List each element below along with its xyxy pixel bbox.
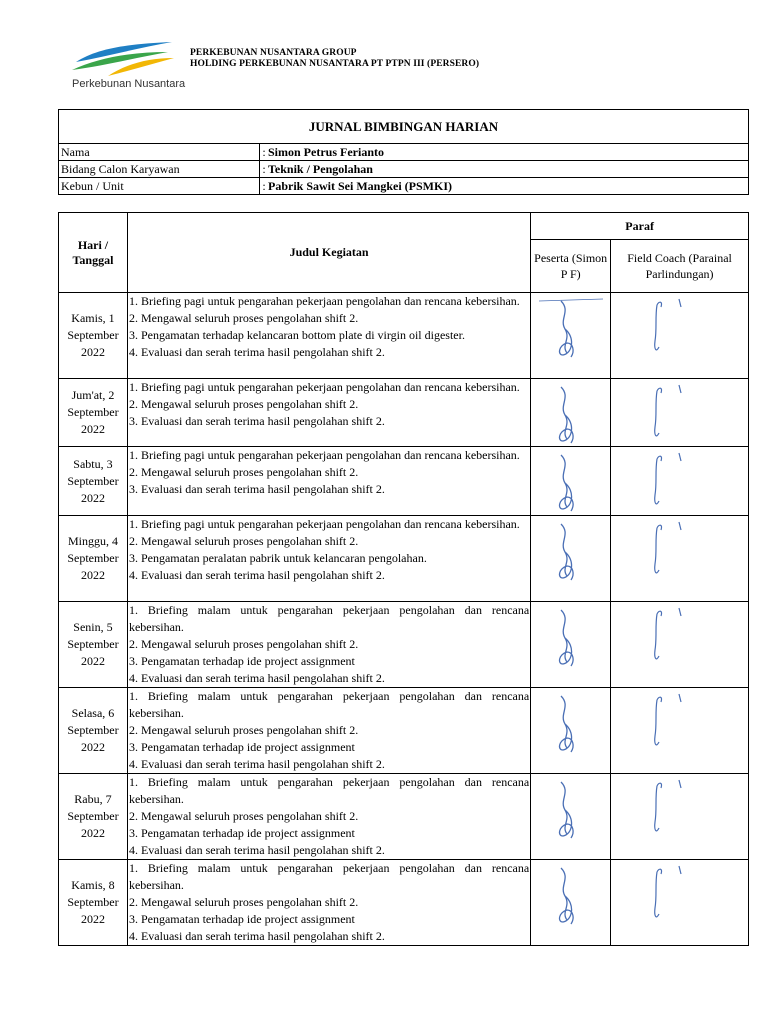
activity-item: 1. Briefing malam untuk pengarahan pekerjaan pengolahan dan rencana kebersihan. (128, 775, 530, 806)
peserta-signature-cell (531, 516, 611, 602)
col-judul-header: Judul Kegiatan (127, 213, 530, 293)
activity-item: 2. Mengawal seluruh proses pengolahan shift 2. (128, 809, 359, 823)
col-paraf-header: Paraf (531, 213, 749, 240)
activity-cell (127, 379, 530, 447)
day-cell: Senin, 5 September 2022 (59, 602, 128, 688)
peserta-signature-cell (531, 379, 611, 447)
activity-item: 4. Evaluasi dan serah terima hasil pengolahan shift 2. (128, 843, 385, 857)
peserta-signature-cell (531, 293, 611, 379)
company-header (190, 48, 479, 70)
day-cell: Minggu, 4 September 2022 (59, 516, 128, 602)
activity-item: 3. Evaluasi dan serah terima hasil pengolahan shift 2. (128, 482, 385, 496)
peserta-signature-icon (531, 860, 610, 940)
activity-item: 4. Evaluasi dan serah terima hasil pengolahan shift 2. (128, 671, 385, 685)
activity-cell (127, 447, 530, 516)
activity-item: 1. Briefing malam untuk pengarahan pekerjaan pengolahan dan rencana kebersihan. (128, 689, 530, 720)
peserta-signature-cell (531, 602, 611, 688)
coach-signature-cell (611, 379, 749, 447)
day-cell: Kamis, 1 September 2022 (59, 293, 128, 379)
table-row (59, 379, 749, 447)
coach-signature-icon (611, 293, 748, 373)
col-day-header: Hari / Tanggal (59, 213, 128, 293)
activity-item: 4. Evaluasi dan serah terima hasil pengolahan shift 2. (128, 568, 385, 582)
field-label: Bidang Calon Karyawan (59, 161, 260, 178)
activity-item: 4. Evaluasi dan serah terima hasil pengolahan shift 2. (128, 345, 385, 359)
activity-item: 3. Pengamatan terhadap ide project assignment (128, 826, 355, 840)
coach-signature-icon (611, 688, 748, 768)
activity-item: 2. Mengawal seluruh proses pengolahan shift 2. (128, 895, 359, 909)
peserta-signature-icon (531, 602, 610, 682)
peserta-signature-icon (531, 688, 610, 768)
activity-item: 4. Evaluasi dan serah terima hasil pengolahan shift 2. (128, 757, 385, 771)
table-row (59, 688, 749, 774)
peserta-signature-icon (531, 516, 610, 596)
coach-signature-cell (611, 447, 749, 516)
activity-item: 3. Pengamatan peralatan pabrik untuk kelancaran pengolahan. (128, 551, 427, 565)
activity-item: 1. Briefing pagi untuk pengarahan pekerjaan pengolahan dan rencana kebersihan. (128, 448, 520, 462)
peserta-signature-cell (531, 688, 611, 774)
unit-value: : Pabrik Sawit Sei Mangkei (PSMKI) (260, 178, 749, 195)
peserta-signature-cell (531, 447, 611, 516)
activity-item: 1. Briefing malam untuk pengarahan pekerjaan pengolahan dan rencana kebersihan. (128, 603, 530, 634)
peserta-signature-cell (531, 860, 611, 946)
day-cell: Jum'at, 2 September 2022 (59, 379, 128, 447)
coach-signature-icon (611, 516, 748, 596)
logo-text: Perkebunan Nusantara (72, 78, 186, 90)
peserta-signature-icon (531, 774, 610, 854)
table-row (59, 516, 749, 602)
activity-item: 1. Briefing pagi untuk pengarahan pekerjaan pengolahan dan rencana kebersihan. (128, 380, 520, 394)
day-cell: Kamis, 8 September 2022 (59, 860, 128, 946)
company-logo (68, 36, 188, 96)
coach-signature-cell (611, 293, 749, 379)
coach-signature-icon (611, 602, 748, 682)
peserta-signature-icon (531, 293, 610, 373)
coach-signature-cell (611, 860, 749, 946)
coach-signature-cell (611, 688, 749, 774)
activity-item: 1. Briefing pagi untuk pengarahan pekerjaan pengolahan dan rencana kebersihan. (128, 517, 520, 531)
activity-item: 2. Mengawal seluruh proses pengolahan shift 2. (128, 637, 359, 651)
peserta-signature-cell (531, 774, 611, 860)
name-label: Nama (59, 144, 260, 161)
journal-table (58, 212, 749, 946)
coach-signature-icon (611, 774, 748, 854)
coach-signature-cell (611, 516, 749, 602)
info-table (58, 109, 749, 195)
table-row (59, 293, 749, 379)
field-value: : Teknik / Pengolahan (260, 161, 749, 178)
company-line-1: PERKEBUNAN NUSANTARA GROUP (190, 48, 357, 58)
activity-item: 3. Pengamatan terhadap ide project assignment (128, 740, 355, 754)
activity-cell (127, 293, 530, 379)
activity-cell (127, 516, 530, 602)
logo-swoosh-icon (68, 36, 178, 80)
day-cell: Rabu, 7 September 2022 (59, 774, 128, 860)
coach-signature-cell (611, 602, 749, 688)
activity-item: 3. Pengamatan terhadap kelancaran bottom plate di virgin oil digester. (128, 328, 465, 342)
unit-label: Kebun / Unit (59, 178, 260, 195)
activity-item: 2. Mengawal seluruh proses pengolahan shift 2. (128, 397, 359, 411)
activity-cell (127, 602, 530, 688)
activity-cell (127, 688, 530, 774)
coach-signature-icon (611, 860, 748, 940)
activity-item: 3. Pengamatan terhadap ide project assignment (128, 912, 355, 926)
day-cell: Selasa, 6 September 2022 (59, 688, 128, 774)
table-row (59, 860, 749, 946)
table-row (59, 774, 749, 860)
activity-item: 2. Mengawal seluruh proses pengolahan shift 2. (128, 534, 359, 548)
activity-cell (127, 860, 530, 946)
activity-item: 2. Mengawal seluruh proses pengolahan shift 2. (128, 465, 359, 479)
name-value: : Simon Petrus Ferianto (260, 144, 749, 161)
activity-item: 1. Briefing malam untuk pengarahan pekerjaan pengolahan dan rencana kebersihan. (128, 861, 530, 892)
col-coach-header: Field Coach (Parainal Parlindungan) (611, 240, 749, 293)
journal-title: JURNAL BIMBINGAN HARIAN (59, 110, 749, 144)
activity-item: 3. Pengamatan terhadap ide project assignment (128, 654, 355, 668)
company-line-2: HOLDING PERKEBUNAN NUSANTARA PT PTPN III (PERSERO) (190, 59, 480, 69)
table-row (59, 602, 749, 688)
activity-item: 4. Evaluasi dan serah terima hasil pengolahan shift 2. (128, 929, 385, 943)
activity-item: 3. Evaluasi dan serah terima hasil pengolahan shift 2. (128, 414, 385, 428)
activity-cell (127, 774, 530, 860)
col-peserta-header: Peserta (Simon P F) (531, 240, 611, 293)
coach-signature-cell (611, 774, 749, 860)
table-row (59, 447, 749, 516)
activity-item: 2. Mengawal seluruh proses pengolahan shift 2. (128, 723, 359, 737)
day-cell: Sabtu, 3 September 2022 (59, 447, 128, 516)
activity-item: 1. Briefing pagi untuk pengarahan pekerjaan pengolahan dan rencana kebersihan. (128, 294, 520, 308)
activity-item: 2. Mengawal seluruh proses pengolahan shift 2. (128, 311, 359, 325)
